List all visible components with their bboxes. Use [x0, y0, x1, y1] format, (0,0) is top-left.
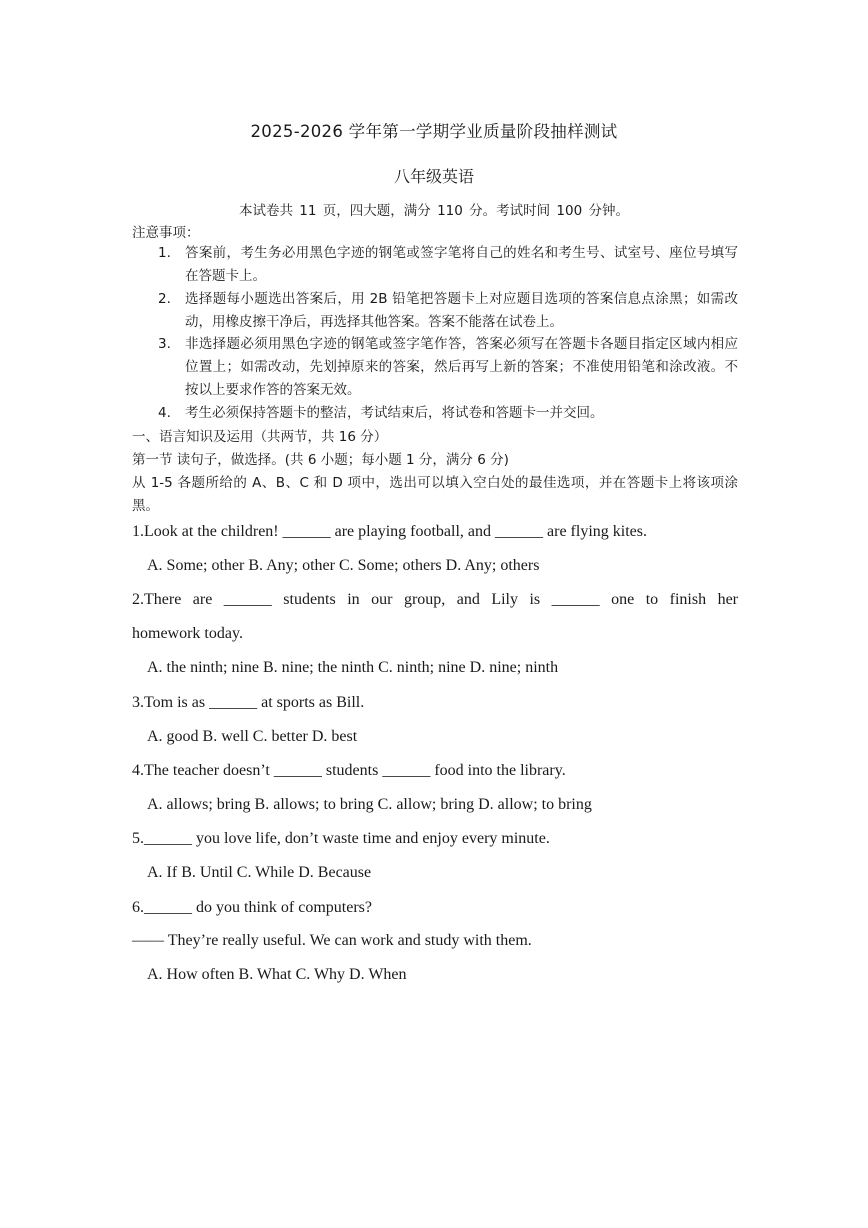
question-6-reply: —— They’re really useful. We can work and study with them.: [132, 932, 532, 949]
subsection-title: 第一节 读句子，做选择。(共 6 小题；每小题 1 分，满分 6 分): [132, 452, 509, 468]
note-text: 非选择题必须用黑色字迹的钢笔或签字笔作答，答案必须写在答题卡各题目指定区域内相应位置上；如需改动，先划掉原来的答案，然后再写上新的答案；不准使用铅笔和涂改液。不按以上要求作答的答案无效。: [185, 336, 738, 398]
note-text: 选择题每小题选出答案后，用 2B 铅笔把答题卡上对应题目选项的答案信息点涂黑；如需改动，用橡皮擦干净后，再选择其他答案。答案不能落在试卷上。: [185, 291, 738, 330]
notes-heading: 注意事项：: [132, 225, 200, 241]
exam-title: 2025-2026 学年第一学期学业质量阶段抽样测试: [250, 122, 618, 141]
note-text: 考生必须保持答题卡的整洁，考试结束后，将试卷和答题卡一并交回。: [185, 405, 604, 421]
question-3-options: A. good B. well C. better D. best: [147, 728, 358, 745]
question-4-stem: 4.The teacher doesn’t ______ students ______ food into the library.: [132, 762, 566, 779]
note-text: 答案前，考生务必用黑色字迹的钢笔或签字笔将自己的姓名和考生号、试室号、座位号填写在答题卡上。: [185, 245, 738, 284]
note-number: 2.: [158, 291, 171, 307]
question-1-stem: 1.Look at the children! ______ are playing football, and ______ are flying kites.: [132, 523, 647, 540]
section-instruction: 从 1-5 各题所给的 A、B、C 和 D 项中，选出可以填入空白处的最佳选项，并在答题卡上将该项涂黑。: [132, 475, 738, 514]
note-item: [158, 288, 738, 334]
note-number: 1.: [158, 245, 171, 261]
question-3-stem: 3.Tom is as ______ at sports as Bill.: [132, 694, 365, 711]
question-2-stem: 2.There are ______ students in our group, and Lily is ______ one to finish her: [132, 591, 738, 608]
question-2-stem-continued: homework today.: [132, 625, 243, 642]
question-5-options: A. If B. Until C. While D. Because: [147, 864, 372, 881]
question-5-stem: 5.______ you love life, don’t waste time and enjoy every minute.: [132, 830, 550, 847]
note-item: [158, 333, 738, 402]
note-number: 4.: [158, 405, 171, 421]
exam-subject: 八年级英语: [393, 167, 474, 186]
note-item: [158, 402, 738, 425]
part-title: 一、语言知识及运用（共两节，共 16 分）: [132, 429, 388, 445]
question-1-options: A. Some; other B. Any; other C. Some; others D. Any; others: [147, 557, 540, 574]
question-6-stem: 6.______ do you think of computers?: [132, 899, 372, 916]
note-item: [158, 242, 738, 288]
question-4-options: A. allows; bring B. allows; to bring C. allow; bring D. allow; to bring: [147, 796, 592, 813]
question-6-options: A. How often B. What C. Why D. When: [147, 966, 407, 983]
note-number: 3.: [158, 336, 171, 352]
exam-info: 本试卷共 11 页，四大题，满分 110 分。考试时间 100 分钟。: [239, 203, 629, 219]
question-2-options: A. the ninth; nine B. nine; the ninth C. ninth; nine D. nine; ninth: [147, 659, 559, 676]
